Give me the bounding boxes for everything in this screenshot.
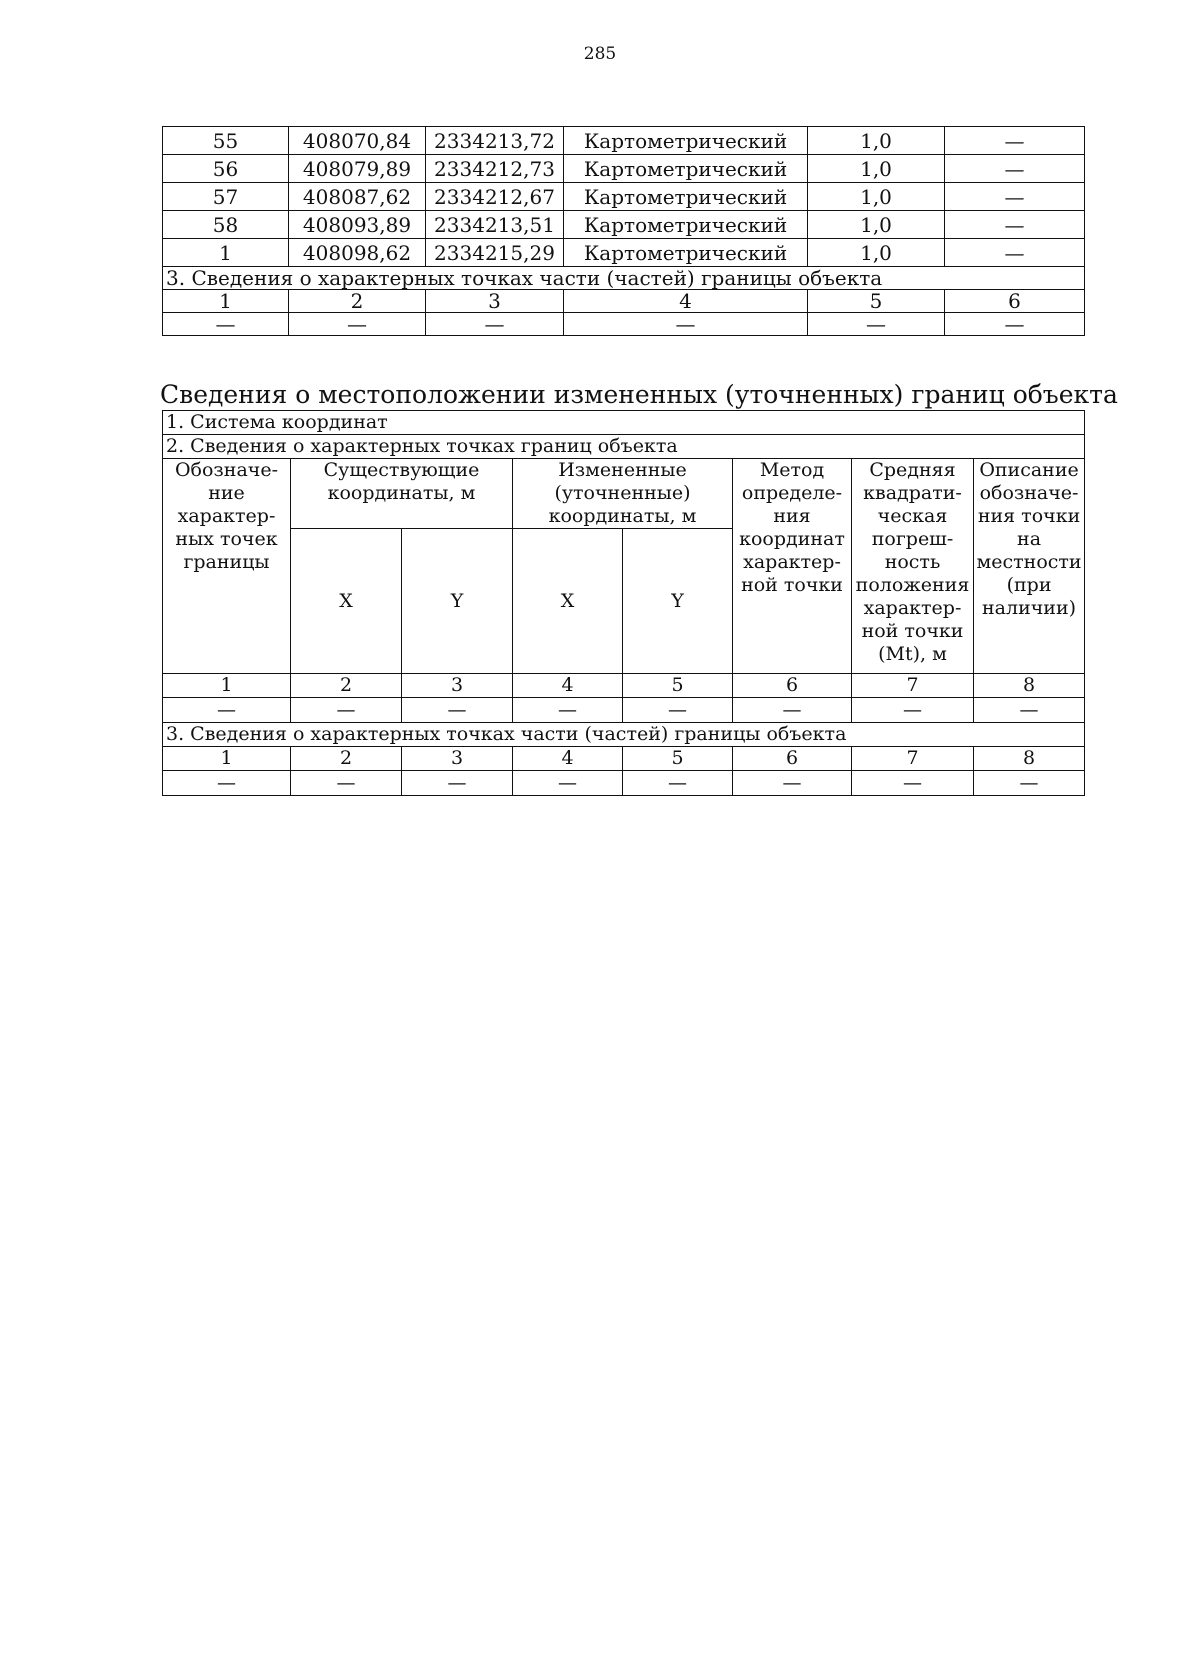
empty-cell: —: [974, 771, 1085, 796]
empty-cell: —: [291, 771, 402, 796]
accuracy-cell: 1,0: [808, 211, 945, 239]
empty-cell: —: [974, 698, 1085, 723]
coordinate-system-label: 1. Система координат: [163, 411, 1085, 435]
table-row: [163, 211, 1085, 239]
column-number-row: [163, 747, 1085, 771]
empty-cell: —: [808, 313, 945, 336]
changed-boundaries-table: [162, 410, 1085, 796]
empty-cell: —: [733, 771, 852, 796]
y-cell: 2334215,29: [426, 239, 564, 267]
column-number: 3: [402, 747, 513, 771]
header-row: [163, 459, 1085, 529]
empty-row: [163, 313, 1085, 336]
y-cell: 2334212,67: [426, 183, 564, 211]
empty-cell: —: [289, 313, 426, 336]
empty-cell: —: [513, 771, 623, 796]
empty-cell: —: [513, 698, 623, 723]
table-row: [163, 183, 1085, 211]
empty-row: [163, 698, 1085, 723]
empty-row: [163, 771, 1085, 796]
description-cell: —: [945, 239, 1085, 267]
header-x-existing: X: [291, 529, 402, 674]
accuracy-cell: 1,0: [808, 183, 945, 211]
empty-cell: —: [402, 698, 513, 723]
column-number-row: [163, 290, 1085, 313]
column-number: 2: [291, 674, 402, 698]
section-row: [163, 723, 1085, 747]
empty-cell: —: [291, 698, 402, 723]
accuracy-cell: 1,0: [808, 239, 945, 267]
point-cell: 1: [163, 239, 289, 267]
column-number: 5: [623, 674, 733, 698]
y-cell: 2334213,51: [426, 211, 564, 239]
section3-title: 3. Сведения о характерных точках части (частей) границы объекта: [163, 723, 1085, 747]
empty-cell: —: [564, 313, 808, 336]
method-cell: Картометрический: [564, 211, 808, 239]
x-cell: 408070,84: [289, 127, 426, 155]
section-title: Сведения о местоположении измененных (уточненных) границ объекта: [160, 380, 1118, 409]
header-description: Описание обозначе- ния точки на местности (при наличии): [974, 459, 1085, 674]
column-number: 1: [163, 747, 291, 771]
column-number: 3: [402, 674, 513, 698]
section-row: [163, 267, 1085, 290]
column-number: 4: [513, 674, 623, 698]
point-cell: 58: [163, 211, 289, 239]
coordinate-system-row: [163, 411, 1085, 435]
empty-cell: —: [852, 771, 974, 796]
header-method: Метод определе- ния координат характер- ной точки: [733, 459, 852, 674]
accuracy-cell: 1,0: [808, 127, 945, 155]
method-cell: Картометрический: [564, 183, 808, 211]
x-cell: 408079,89: [289, 155, 426, 183]
method-cell: Картометрический: [564, 239, 808, 267]
header-y-existing: Y: [402, 529, 513, 674]
x-cell: 408087,62: [289, 183, 426, 211]
column-number: 8: [974, 674, 1085, 698]
column-number: 6: [945, 290, 1085, 313]
empty-cell: —: [623, 771, 733, 796]
method-cell: Картометрический: [564, 155, 808, 183]
column-number-row: [163, 674, 1085, 698]
column-number: 8: [974, 747, 1085, 771]
section3-title: 3. Сведения о характерных точках части (частей) границы объекта: [163, 267, 1085, 290]
point-cell: 55: [163, 127, 289, 155]
column-number: 3: [426, 290, 564, 313]
empty-cell: —: [163, 698, 291, 723]
empty-cell: —: [852, 698, 974, 723]
y-cell: 2334213,72: [426, 127, 564, 155]
header-changed-coords: Измененные (уточненные) координаты, м: [513, 459, 733, 529]
table-row: [163, 127, 1085, 155]
column-number: 1: [163, 290, 289, 313]
column-number: 6: [733, 674, 852, 698]
point-cell: 57: [163, 183, 289, 211]
column-number: 7: [852, 674, 974, 698]
table-row: [163, 239, 1085, 267]
table-row: [163, 155, 1085, 183]
boundary-points-row: [163, 435, 1085, 459]
empty-cell: —: [733, 698, 852, 723]
column-number: 7: [852, 747, 974, 771]
column-number: 5: [623, 747, 733, 771]
accuracy-cell: 1,0: [808, 155, 945, 183]
column-number: 4: [564, 290, 808, 313]
header-y-changed: Y: [623, 529, 733, 674]
header-x-changed: X: [513, 529, 623, 674]
column-number: 2: [291, 747, 402, 771]
column-number: 5: [808, 290, 945, 313]
empty-cell: —: [163, 313, 289, 336]
empty-cell: —: [163, 771, 291, 796]
header-point-designation: Обозначе- ние характер- ных точек границы: [163, 459, 291, 674]
method-cell: Картометрический: [564, 127, 808, 155]
point-cell: 56: [163, 155, 289, 183]
description-cell: —: [945, 183, 1085, 211]
coordinates-table: [162, 126, 1085, 336]
description-cell: —: [945, 127, 1085, 155]
page-number: 285: [583, 44, 617, 64]
empty-cell: —: [426, 313, 564, 336]
empty-cell: —: [945, 313, 1085, 336]
description-cell: —: [945, 155, 1085, 183]
y-cell: 2334212,73: [426, 155, 564, 183]
empty-cell: —: [402, 771, 513, 796]
column-number: 4: [513, 747, 623, 771]
column-number: 2: [289, 290, 426, 313]
boundary-points-label: 2. Сведения о характерных точках границ объекта: [163, 435, 1085, 459]
empty-cell: —: [623, 698, 733, 723]
description-cell: —: [945, 211, 1085, 239]
header-accuracy: Средняя квадрати- ческая погреш- ность положения характер- ной точки (Mt), м: [852, 459, 974, 674]
header-existing-coords: Существующие координаты, м: [291, 459, 513, 529]
column-number: 1: [163, 674, 291, 698]
x-cell: 408093,89: [289, 211, 426, 239]
column-number: 6: [733, 747, 852, 771]
x-cell: 408098,62: [289, 239, 426, 267]
